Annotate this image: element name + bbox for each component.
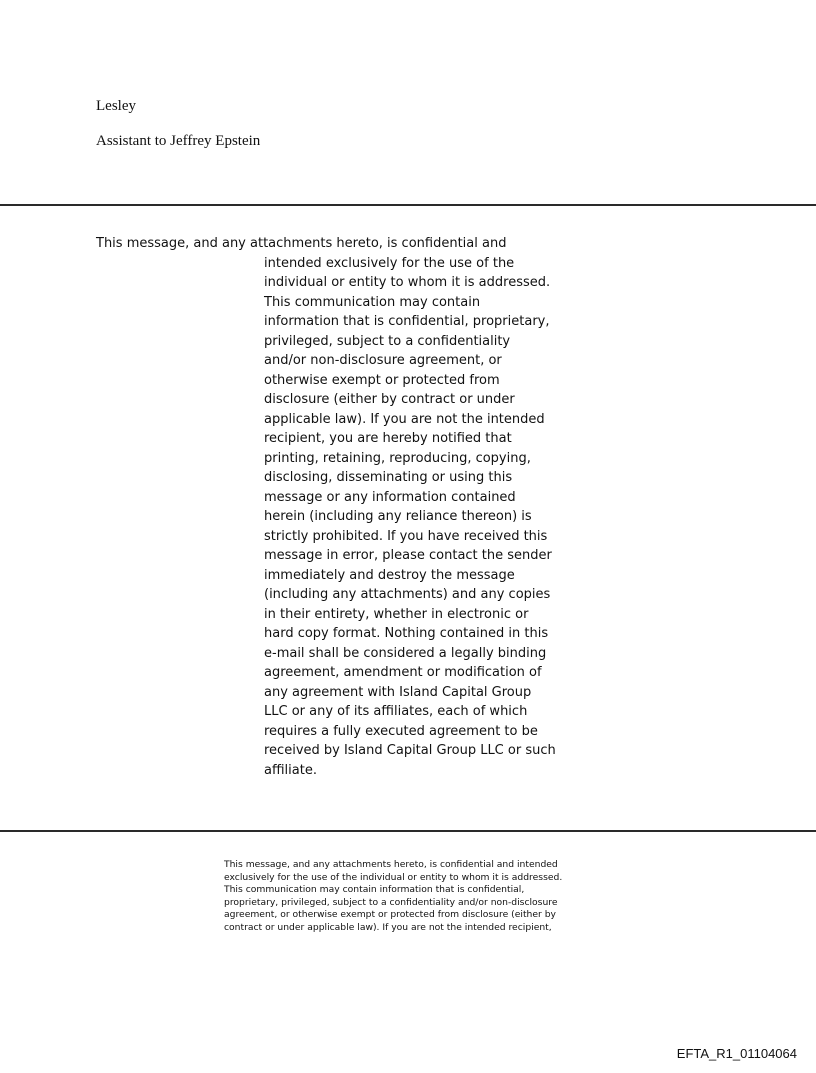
disclaimer-line: otherwise exempt or protected from [264, 372, 500, 388]
disclaimer-line: message in error, please contact the sender [264, 548, 552, 563]
disclaimer-line: affiliate. [264, 762, 317, 778]
small-disclaimer-line: exclusively for the use of the individual or entity to whom it is addressed. [224, 871, 563, 883]
disclaimer-line: any agreement with Island Capital Group [264, 684, 532, 700]
disclaimer-line: received by Island Capital Group LLC or such [264, 743, 556, 758]
disclaimer-body [264, 254, 556, 781]
disclaimer-line: LLC or any of its affiliates, each of which [264, 704, 528, 719]
disclaimer-line: recipient, you are hereby notified that [264, 431, 512, 446]
disclaimer-line: message or any information contained [264, 489, 516, 505]
disclaimer-line: disclosure (either by contract or under [264, 392, 515, 407]
small-disclaimer-line: This communication may contain information that is confidential, [224, 884, 525, 896]
divider-bottom [0, 830, 816, 832]
disclaimer-line: intended exclusively for the use of the [264, 255, 515, 271]
signature-name: Lesley [96, 98, 136, 114]
bates-number: EFTA_R1_01104064 [676, 1046, 797, 1061]
disclaimer-line: printing, retaining, reproducing, copying, [264, 450, 531, 466]
disclaimer-line: agreement, amendment or modification of [264, 665, 542, 680]
disclaimer-lead-line: This message, and any attachments hereto, is confidential and [96, 236, 507, 251]
disclaimer-line: hard copy format. Nothing contained in this [264, 626, 549, 641]
disclaimer-line: in their entirety, whether in electronic or [264, 606, 529, 622]
disclaimer-line: e-mail shall be considered a legally binding [264, 645, 547, 661]
small-disclaimer-line: agreement, or otherwise exempt or protected from disclosure (either by [224, 909, 556, 921]
disclaimer-line: and/or non-disclosure agreement, or [264, 353, 502, 368]
small-disclaimer-line: proprietary, privileged, subject to a confidentiality and/or non-disclosure [224, 896, 558, 908]
disclaimer-line: individual or entity to whom it is addressed. [264, 275, 551, 290]
disclaimer-line: information that is confidential, proprietary, [264, 314, 550, 329]
small-disclaimer-line: This message, and any attachments hereto, is confidential and intended [224, 859, 558, 870]
disclaimer-line: herein (including any reliance thereon) is [264, 509, 532, 524]
signature-title: Assistant to Jeffrey Epstein [96, 133, 261, 149]
disclaimer-line: applicable law). If you are not the intended [264, 411, 545, 427]
disclaimer-line: requires a fully executed agreement to be [264, 723, 538, 739]
small-disclaimer-line: contract or under applicable law). If you are not the intended recipient, [224, 921, 552, 933]
disclaimer-line: strictly prohibited. If you have received this [264, 528, 548, 544]
small-disclaimer [224, 859, 562, 935]
disclaimer-line: immediately and destroy the message [264, 567, 515, 583]
disclaimer-line: disclosing, disseminating or using this [264, 470, 513, 485]
disclaimer-line: privileged, subject to a confidentiality [264, 333, 511, 349]
disclaimer-line: This communication may contain [264, 294, 481, 310]
divider-top [0, 204, 816, 206]
disclaimer-line: (including any attachments) and any copies [264, 587, 551, 602]
